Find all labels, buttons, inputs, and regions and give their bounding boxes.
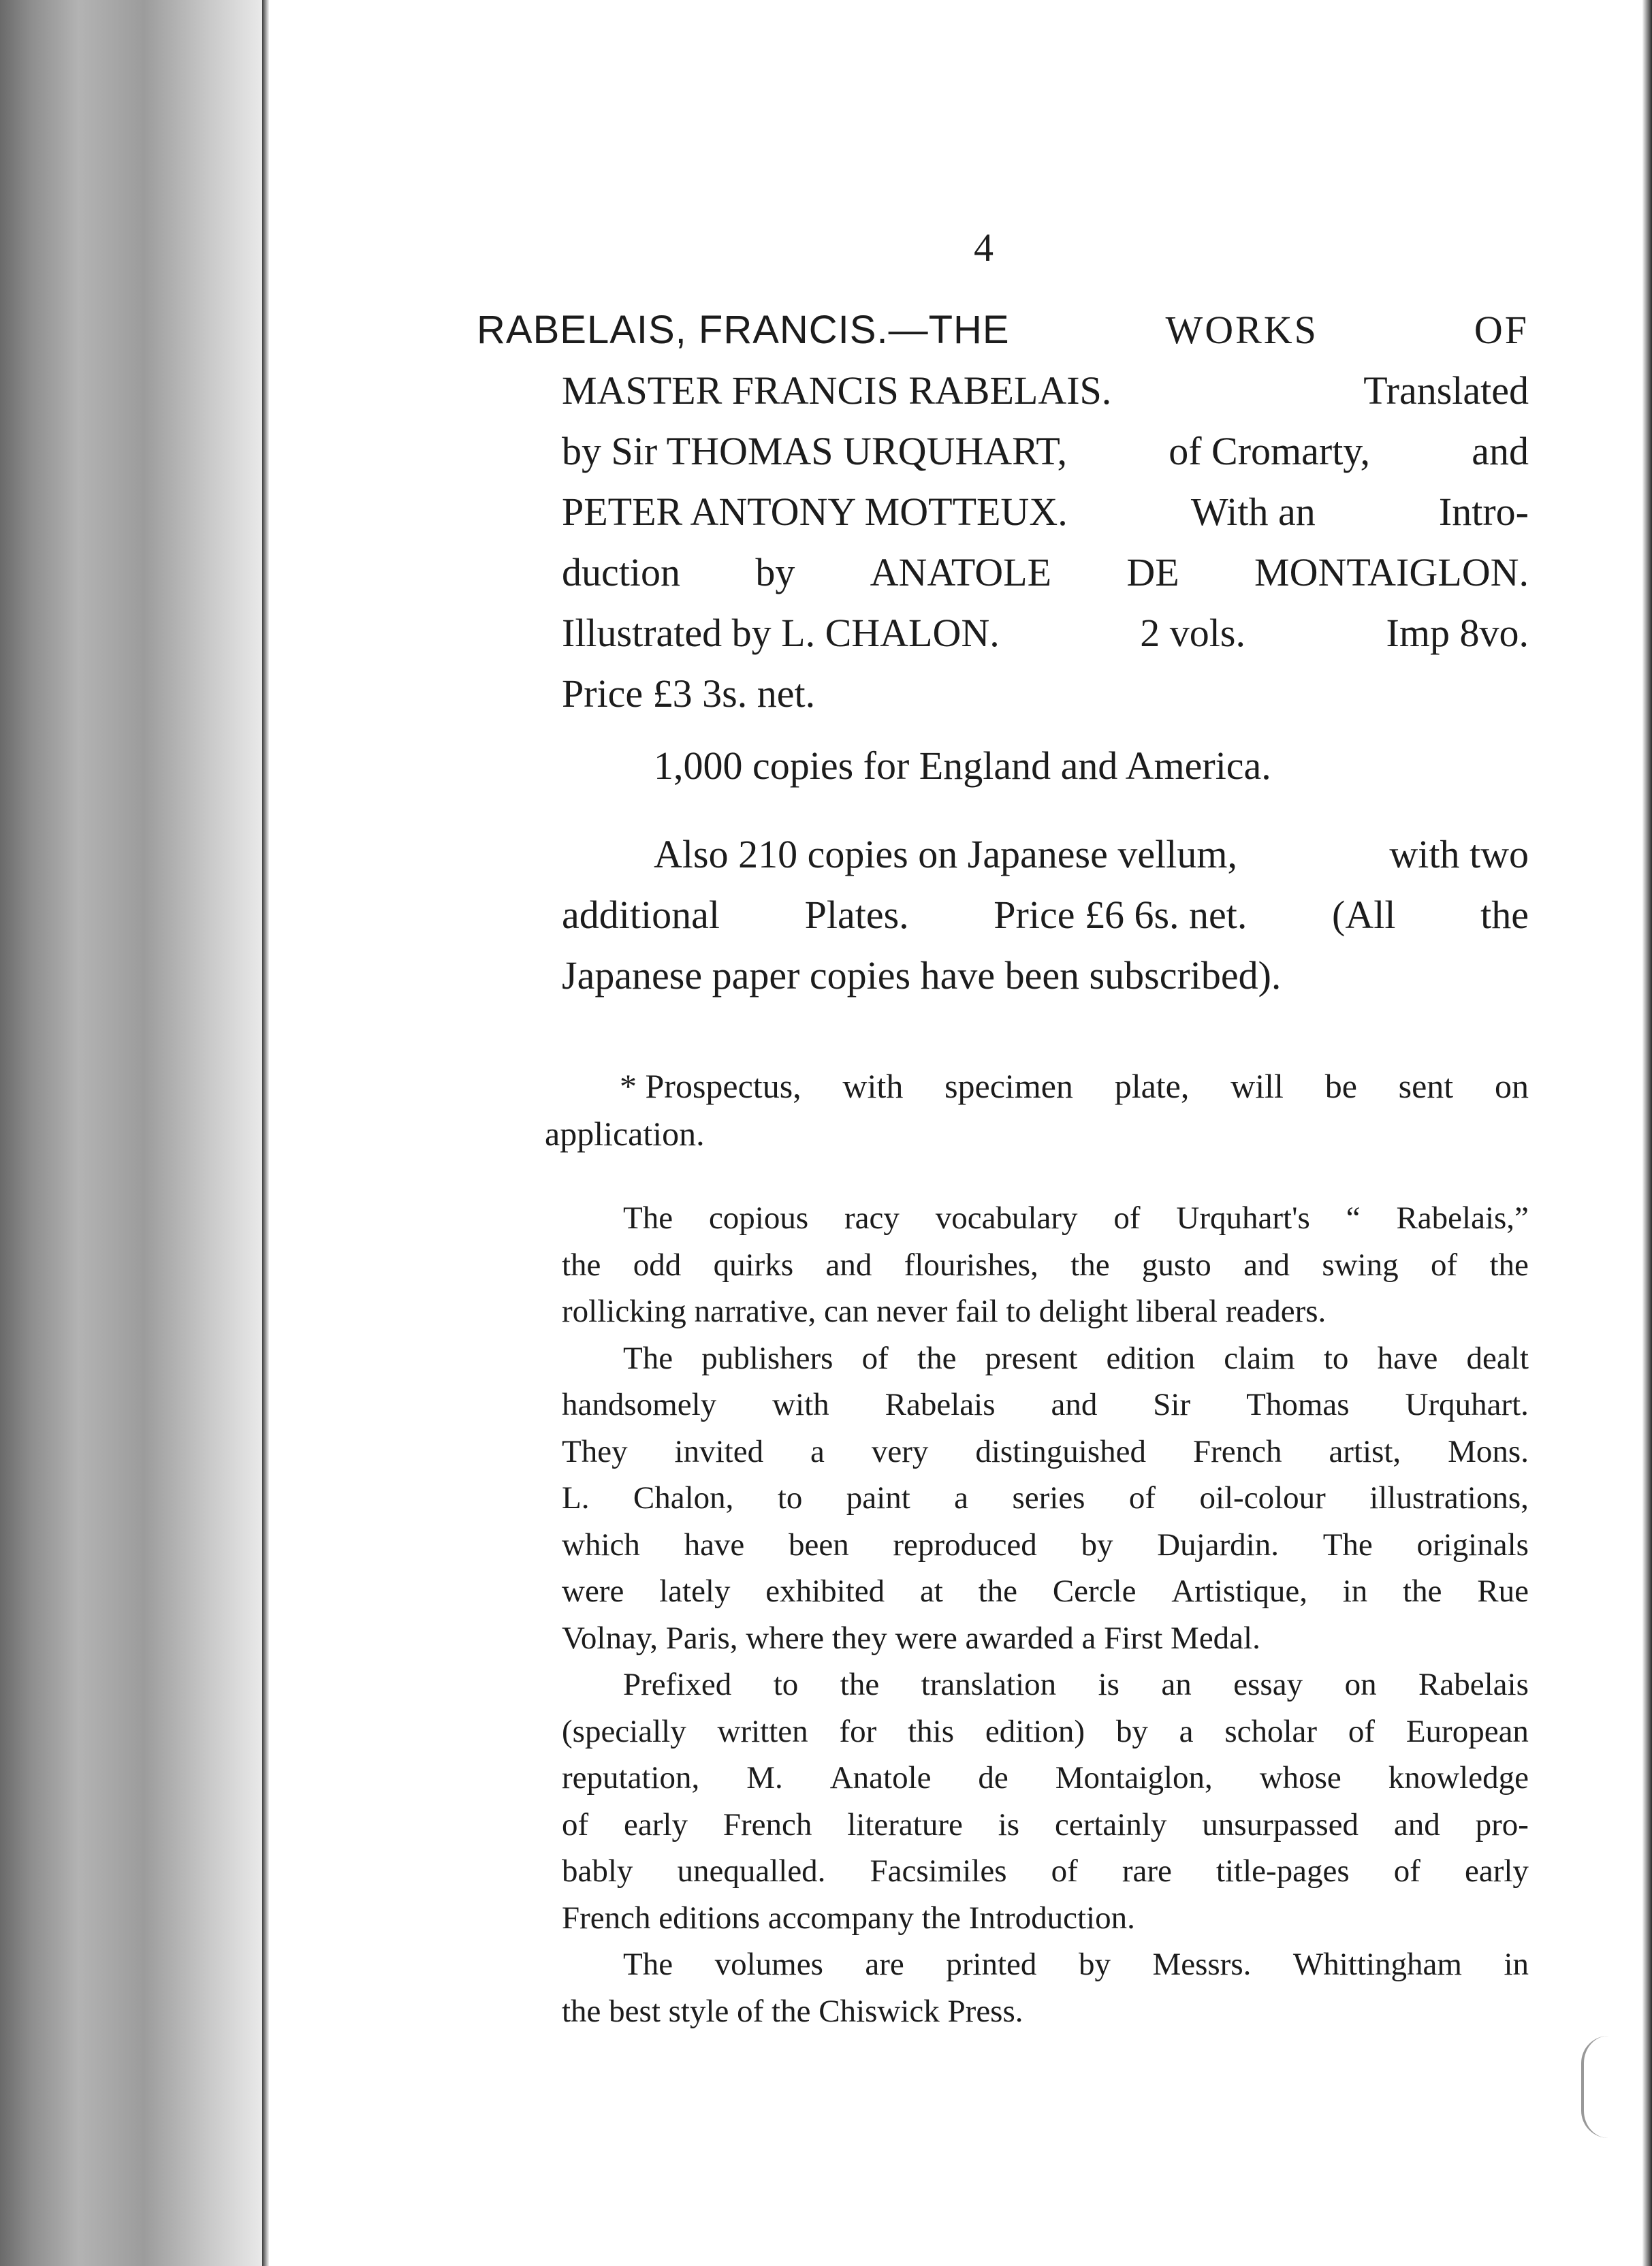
description-word: The bbox=[623, 1340, 673, 1376]
copies-text: 1,000 copies for England and America. bbox=[654, 744, 1271, 788]
description-word: Urquhart. bbox=[1405, 1387, 1529, 1422]
entry-line-segment: Translated bbox=[1363, 368, 1529, 413]
entry-line-segment: Imp 8vo. bbox=[1386, 611, 1529, 655]
description-word: early bbox=[1464, 1853, 1529, 1889]
description-word: and bbox=[1051, 1387, 1098, 1422]
prospectus-line bbox=[545, 1062, 1529, 1110]
description-word: edition bbox=[1106, 1340, 1196, 1376]
description-line bbox=[562, 1335, 1529, 1382]
description-word: of bbox=[1051, 1853, 1078, 1889]
description-word: The bbox=[1322, 1527, 1373, 1563]
description-word: certainly bbox=[1054, 1806, 1167, 1842]
description-word: the bbox=[562, 1247, 601, 1283]
book-gutter bbox=[0, 0, 262, 2266]
heading-of: OF bbox=[1474, 308, 1529, 352]
description-word: at bbox=[919, 1574, 943, 1609]
description-word: The bbox=[623, 1200, 673, 1236]
copies-note bbox=[562, 735, 1529, 796]
description-word: claim bbox=[1224, 1340, 1295, 1376]
description-word: swing bbox=[1322, 1247, 1399, 1283]
entry-line-segment: Illustrated by L. CHALON. bbox=[562, 611, 1000, 655]
vellum-line-segment: Price £6 6s. net. bbox=[994, 893, 1248, 937]
prospectus-line-segment: specimen bbox=[944, 1067, 1073, 1105]
description-word: Urquhart's bbox=[1176, 1200, 1310, 1236]
description-word: to bbox=[1323, 1340, 1349, 1376]
description-word: unsurpassed bbox=[1202, 1806, 1359, 1842]
description-line bbox=[562, 1475, 1529, 1522]
description-word: by bbox=[1078, 1947, 1111, 1982]
description-word: paint bbox=[846, 1480, 910, 1516]
description-word: knowledge bbox=[1388, 1760, 1529, 1796]
description-word: of bbox=[1348, 1713, 1376, 1749]
description-word: quirks bbox=[713, 1247, 794, 1283]
description-word: odd bbox=[633, 1247, 682, 1283]
description-word: this bbox=[908, 1713, 955, 1749]
description-word: distinguished bbox=[975, 1433, 1147, 1469]
description-line bbox=[562, 1802, 1529, 1849]
description-word: Rabelais,” bbox=[1396, 1200, 1529, 1236]
description-word: oil-colour bbox=[1199, 1480, 1326, 1516]
description bbox=[562, 1195, 1529, 2034]
description-word: French bbox=[722, 1806, 812, 1842]
description-word: reputation, bbox=[562, 1760, 700, 1796]
prospectus-lines bbox=[545, 1062, 1529, 1158]
entry-line-segment: Price £3 3s. net. bbox=[562, 671, 816, 716]
vellum-line bbox=[562, 824, 1529, 884]
description-word: essay bbox=[1233, 1667, 1303, 1702]
description-word: an bbox=[1161, 1667, 1192, 1702]
entry-line-segment: DE bbox=[1126, 550, 1179, 594]
vellum-lines bbox=[562, 824, 1529, 1006]
description-line bbox=[562, 1755, 1529, 1802]
description-word: title-pages bbox=[1216, 1853, 1350, 1889]
description-word: Rabelais bbox=[1418, 1667, 1529, 1702]
description-word: scholar bbox=[1224, 1713, 1318, 1749]
prospectus-note bbox=[545, 1062, 1529, 1158]
description-word: with bbox=[772, 1387, 829, 1422]
vellum-line-segment: with two bbox=[1389, 832, 1529, 876]
description-word: lately bbox=[659, 1574, 731, 1609]
vellum-line-segment: Also 210 copies on Japanese vellum, bbox=[654, 832, 1237, 876]
entry-line-segment: by Sir THOMAS URQUHART, bbox=[562, 429, 1067, 473]
entry-line-segment: of Cromarty, bbox=[1169, 429, 1371, 473]
description-word: L. bbox=[562, 1480, 590, 1516]
entry-line-segment: PETER ANTONY MOTTEUX. bbox=[562, 490, 1068, 534]
description-word: Rabelais bbox=[885, 1387, 996, 1422]
vellum-line-segment: additional bbox=[562, 893, 720, 937]
prospectus-line-segment: be bbox=[1324, 1067, 1357, 1105]
description-word: of bbox=[1430, 1247, 1458, 1283]
description-word: volumes bbox=[714, 1947, 823, 1982]
description-word: early bbox=[624, 1806, 688, 1842]
description-word: reproduced bbox=[893, 1527, 1037, 1563]
description-word: series bbox=[1012, 1480, 1085, 1516]
description-word: Sir bbox=[1153, 1387, 1191, 1422]
description-word: invited bbox=[674, 1433, 764, 1469]
description-word: They bbox=[562, 1433, 628, 1469]
description-word: and bbox=[825, 1247, 872, 1283]
entry-line-segment: MONTAIGLON. bbox=[1254, 550, 1529, 594]
description-lines bbox=[562, 1195, 1529, 2034]
description-line bbox=[562, 1661, 1529, 1708]
vellum-line-segment: Plates. bbox=[804, 893, 909, 937]
entry-line-segment: ANATOLE bbox=[870, 550, 1052, 594]
description-word: in bbox=[1504, 1947, 1529, 1982]
description-word: are bbox=[865, 1947, 904, 1982]
description-line: Volnay, Paris, where they were awarded a First Medal. bbox=[562, 1620, 1260, 1656]
description-word: Prefixed bbox=[623, 1667, 732, 1702]
description-word: Rue bbox=[1477, 1574, 1529, 1609]
description-word: by bbox=[1081, 1527, 1113, 1563]
description-word: M. bbox=[746, 1760, 783, 1796]
description-word: by bbox=[1115, 1713, 1148, 1749]
description-word: which bbox=[562, 1527, 640, 1563]
book-entry bbox=[477, 300, 1529, 724]
prospectus-line-segment: on bbox=[1494, 1067, 1529, 1105]
description-word: Artistique, bbox=[1171, 1574, 1307, 1609]
description-line bbox=[562, 1242, 1529, 1289]
description-word: Facsimiles bbox=[870, 1853, 1007, 1889]
heading-author: RABELAIS, FRANCIS.—THE bbox=[477, 308, 1010, 352]
description-word: the bbox=[978, 1574, 1018, 1609]
description-word: de bbox=[978, 1760, 1008, 1796]
vellum-line bbox=[562, 945, 1529, 1006]
description-word: “ bbox=[1346, 1200, 1361, 1236]
prospectus-line-segment: will bbox=[1230, 1067, 1284, 1105]
vellum-line bbox=[562, 884, 1529, 945]
description-word: unequalled. bbox=[677, 1853, 826, 1889]
description-word: and bbox=[1393, 1806, 1440, 1842]
vellum-line-segment: Japanese paper copies have been subscribed). bbox=[562, 953, 1282, 998]
entry-line-segment: MASTER FRANCIS RABELAIS. bbox=[562, 368, 1112, 413]
margin-mark bbox=[1581, 2036, 1625, 2138]
prospectus-line-segment: application. bbox=[545, 1115, 705, 1153]
description-word: a bbox=[1179, 1713, 1194, 1749]
description-word: translation bbox=[921, 1667, 1057, 1702]
description-word: artist, bbox=[1329, 1433, 1401, 1469]
description-word: of bbox=[562, 1806, 589, 1842]
description-word: The bbox=[623, 1947, 673, 1982]
description-line bbox=[562, 1941, 1529, 1988]
description-word: racy bbox=[844, 1200, 900, 1236]
description-word: vocabulary bbox=[935, 1200, 1078, 1236]
description-word: the bbox=[1403, 1574, 1442, 1609]
description-word: been bbox=[788, 1527, 849, 1563]
description-line: rollicking narrative, can never fail to delight liberal readers. bbox=[562, 1294, 1327, 1329]
description-word: European bbox=[1405, 1713, 1529, 1749]
description-word: whose bbox=[1259, 1760, 1341, 1796]
description-word: Cercle bbox=[1052, 1574, 1137, 1609]
description-line bbox=[562, 1429, 1529, 1475]
description-word: of bbox=[1393, 1853, 1420, 1889]
entry-line bbox=[477, 663, 1529, 724]
description-line bbox=[562, 1195, 1529, 1242]
entry-heading bbox=[477, 300, 1529, 360]
description-word: bably bbox=[562, 1853, 633, 1889]
description-word: is bbox=[998, 1806, 1020, 1842]
description-word: literature bbox=[847, 1806, 963, 1842]
prospectus-line-segment: with bbox=[842, 1067, 904, 1105]
description-line: the best style of the Chiswick Press. bbox=[562, 1993, 1023, 2029]
description-word: illustrations, bbox=[1369, 1480, 1529, 1516]
vellum-note bbox=[562, 824, 1529, 1006]
entry-line-segment: by bbox=[755, 550, 795, 594]
description-word: dealt bbox=[1466, 1340, 1529, 1376]
description-word: the bbox=[1489, 1247, 1529, 1283]
description-word: Anatole bbox=[829, 1760, 932, 1796]
description-word: exhibited bbox=[765, 1574, 885, 1609]
description-word: rare bbox=[1122, 1853, 1172, 1889]
description-word: to bbox=[777, 1480, 803, 1516]
vellum-line-segment: the bbox=[1480, 893, 1529, 937]
heading-works: WORKS bbox=[1165, 308, 1318, 352]
description-word: Thomas bbox=[1246, 1387, 1350, 1422]
description-word: Dujardin. bbox=[1157, 1527, 1279, 1563]
entry-line bbox=[477, 542, 1529, 603]
description-word: Chalon, bbox=[633, 1480, 734, 1516]
description-word: originals bbox=[1416, 1527, 1529, 1563]
description-word: present bbox=[985, 1340, 1078, 1376]
entry-line-segment: With an bbox=[1190, 490, 1316, 534]
description-word: on bbox=[1344, 1667, 1377, 1702]
description-word: in bbox=[1342, 1574, 1368, 1609]
description-word: publishers bbox=[701, 1340, 833, 1376]
description-line bbox=[562, 1382, 1529, 1429]
gutter-shadow bbox=[262, 0, 269, 2266]
description-word: a bbox=[810, 1433, 825, 1469]
description-word: edition) bbox=[985, 1713, 1085, 1749]
description-word: a bbox=[954, 1480, 969, 1516]
entry-lines bbox=[477, 360, 1529, 724]
description-word: for bbox=[839, 1713, 877, 1749]
prospectus-line-segment: sent bbox=[1398, 1067, 1454, 1105]
description-word: (specially bbox=[562, 1713, 686, 1749]
description-word: of bbox=[1113, 1200, 1141, 1236]
description-word: have bbox=[684, 1527, 745, 1563]
description-word: Whittingham bbox=[1292, 1947, 1462, 1982]
description-word: of bbox=[1128, 1480, 1156, 1516]
description-word: Montaiglon, bbox=[1055, 1760, 1213, 1796]
description-word: Messrs. bbox=[1152, 1947, 1252, 1982]
entry-line-segment: duction bbox=[562, 550, 680, 594]
copies-line bbox=[562, 735, 1529, 796]
description-word: flourishes, bbox=[904, 1247, 1038, 1283]
vellum-line-segment: (All bbox=[1332, 893, 1396, 937]
description-word: the bbox=[917, 1340, 957, 1376]
description-word: of bbox=[861, 1340, 889, 1376]
description-word: have bbox=[1377, 1340, 1438, 1376]
page-number: 4 bbox=[974, 225, 994, 270]
description-line bbox=[562, 1848, 1529, 1895]
entry-line bbox=[477, 421, 1529, 481]
description-word: handsomely bbox=[562, 1387, 717, 1422]
prospectus-line bbox=[545, 1110, 1529, 1158]
description-word: to bbox=[773, 1667, 799, 1702]
description-word: gusto bbox=[1141, 1247, 1211, 1283]
entry-line bbox=[477, 360, 1529, 421]
description-word: printed bbox=[946, 1947, 1037, 1982]
entry-line-segment: Intro- bbox=[1438, 490, 1529, 534]
prospectus-line-segment: * Prospectus, bbox=[620, 1067, 801, 1105]
description-word: pro- bbox=[1475, 1806, 1529, 1842]
description-word: the bbox=[1070, 1247, 1110, 1283]
description-word: the bbox=[840, 1667, 880, 1702]
description-line bbox=[562, 1568, 1529, 1615]
page-right-edge bbox=[1642, 0, 1652, 2266]
description-word: and bbox=[1243, 1247, 1290, 1283]
description-line bbox=[562, 1522, 1529, 1569]
description-word: copious bbox=[708, 1200, 809, 1236]
description-word: is bbox=[1098, 1667, 1119, 1702]
description-word: written bbox=[717, 1713, 808, 1749]
description-word: French bbox=[1192, 1433, 1282, 1469]
prospectus-line-segment: plate, bbox=[1114, 1067, 1190, 1105]
description-word: were bbox=[562, 1574, 624, 1609]
description-line bbox=[562, 1708, 1529, 1755]
entry-line bbox=[477, 603, 1529, 663]
description-word: very bbox=[871, 1433, 929, 1469]
entry-line bbox=[477, 481, 1529, 542]
description-line: French editions accompany the Introduction. bbox=[562, 1900, 1135, 1936]
description-word: Mons. bbox=[1448, 1433, 1529, 1469]
entry-line-segment: and bbox=[1472, 429, 1529, 473]
entry-line-segment: 2 vols. bbox=[1140, 611, 1245, 655]
